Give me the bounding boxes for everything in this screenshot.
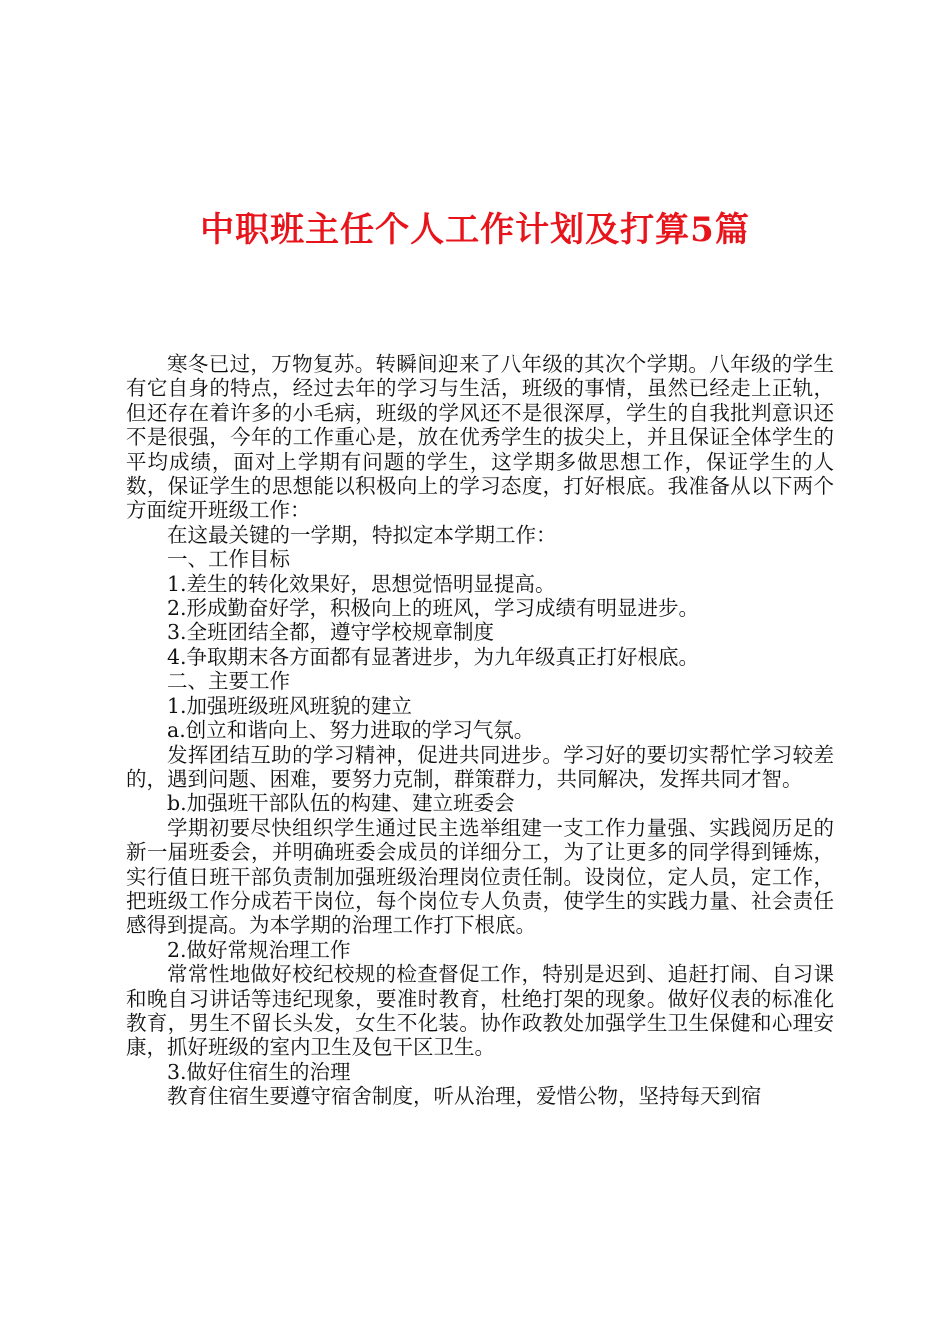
list-item: 4.争取期末各方面都有显著进步，为九年级真正打好根底。 (167, 644, 700, 669)
paragraph: 发挥团结互助的学习精神，促进共同进步。学习好的要切实帮忙学习较差的，遇到问题、困难，要努力克制，群策群力，共同解决，发挥共同才智。 (126, 742, 834, 791)
paragraph: 教育住宿生要遵守宿舍制度，听从治理，爱惜公物，坚持每天到宿 (167, 1084, 762, 1109)
subsection-heading: b.加强班干部队伍的构建、建立班委会 (167, 791, 515, 816)
list-item: 1.差生的转化效果好，思想觉悟明显提高。 (167, 571, 556, 596)
document-body (126, 352, 834, 1109)
paragraph: 在这最关键的一学期，特拟定本学期工作： (167, 522, 557, 547)
subsection-heading: 3.做好住宿生的治理 (167, 1059, 351, 1084)
document-title: 中职班主任个人工作计划及打算5篇 (200, 210, 750, 250)
subsection-heading: 2.做好常规治理工作 (167, 937, 351, 962)
paragraph: 学期初要尽快组织学生通过民主选举组建一支工作力量强、实践阅历足的新一届班委会，并明确班委会成员的详细分工，为了让更多的同学得到锤炼，实行值日班干部负责制加强班级治理岗位责任制。设岗位，定人员，定工作，把班级工作分成若干岗位，每个岗位专人负责，使学生的实践力量、社会责任感得到提高。为本学期的治理工作打下根底。 (126, 815, 834, 938)
subsection-heading: a.创立和谐向上、努力进取的学习气氛。 (167, 718, 535, 743)
subsection-heading: 1.加强班级班风班貌的建立 (167, 693, 413, 718)
list-item: 2.形成勤奋好学，积极向上的班风，学习成绩有明显进步。 (167, 596, 700, 621)
paragraph: 寒冬已过，万物复苏。转瞬间迎来了八年级的其次个学期。八年级的学生有它自身的特点，经过去年的学习与生活，班级的事情，虽然已经走上正轨，但还存在着许多的小毛病，班级的学风还不是很深厚，学生的自我批判意识还不是很强，今年的工作重心是，放在优秀学生的拔尖上，并且保证全体学生的平均成绩，面对上学期有问题的学生，这学期多做思想工作，保证学生的人数，保证学生的思想能以积极向上的学习态度，打好根底。我准备从以下两个方面绽开班级工作： (126, 352, 834, 523)
list-item: 3.全班团结全都，遵守学校规章制度 (167, 620, 495, 645)
paragraph: 常常性地做好校纪校规的检查督促工作，特别是迟到、追赶打闹、自习课和晚自习讲话等违纪现象，要准时教育，杜绝打架的现象。做好仪表的标准化教育，男生不留长头发，女生不化装。协作政教处加强学生卫生保健和心理安康，抓好班级的室内卫生及包干区卫生。 (126, 962, 834, 1060)
section-heading: 二、主要工作 (167, 669, 290, 694)
section-heading: 一、工作目标 (167, 547, 290, 572)
